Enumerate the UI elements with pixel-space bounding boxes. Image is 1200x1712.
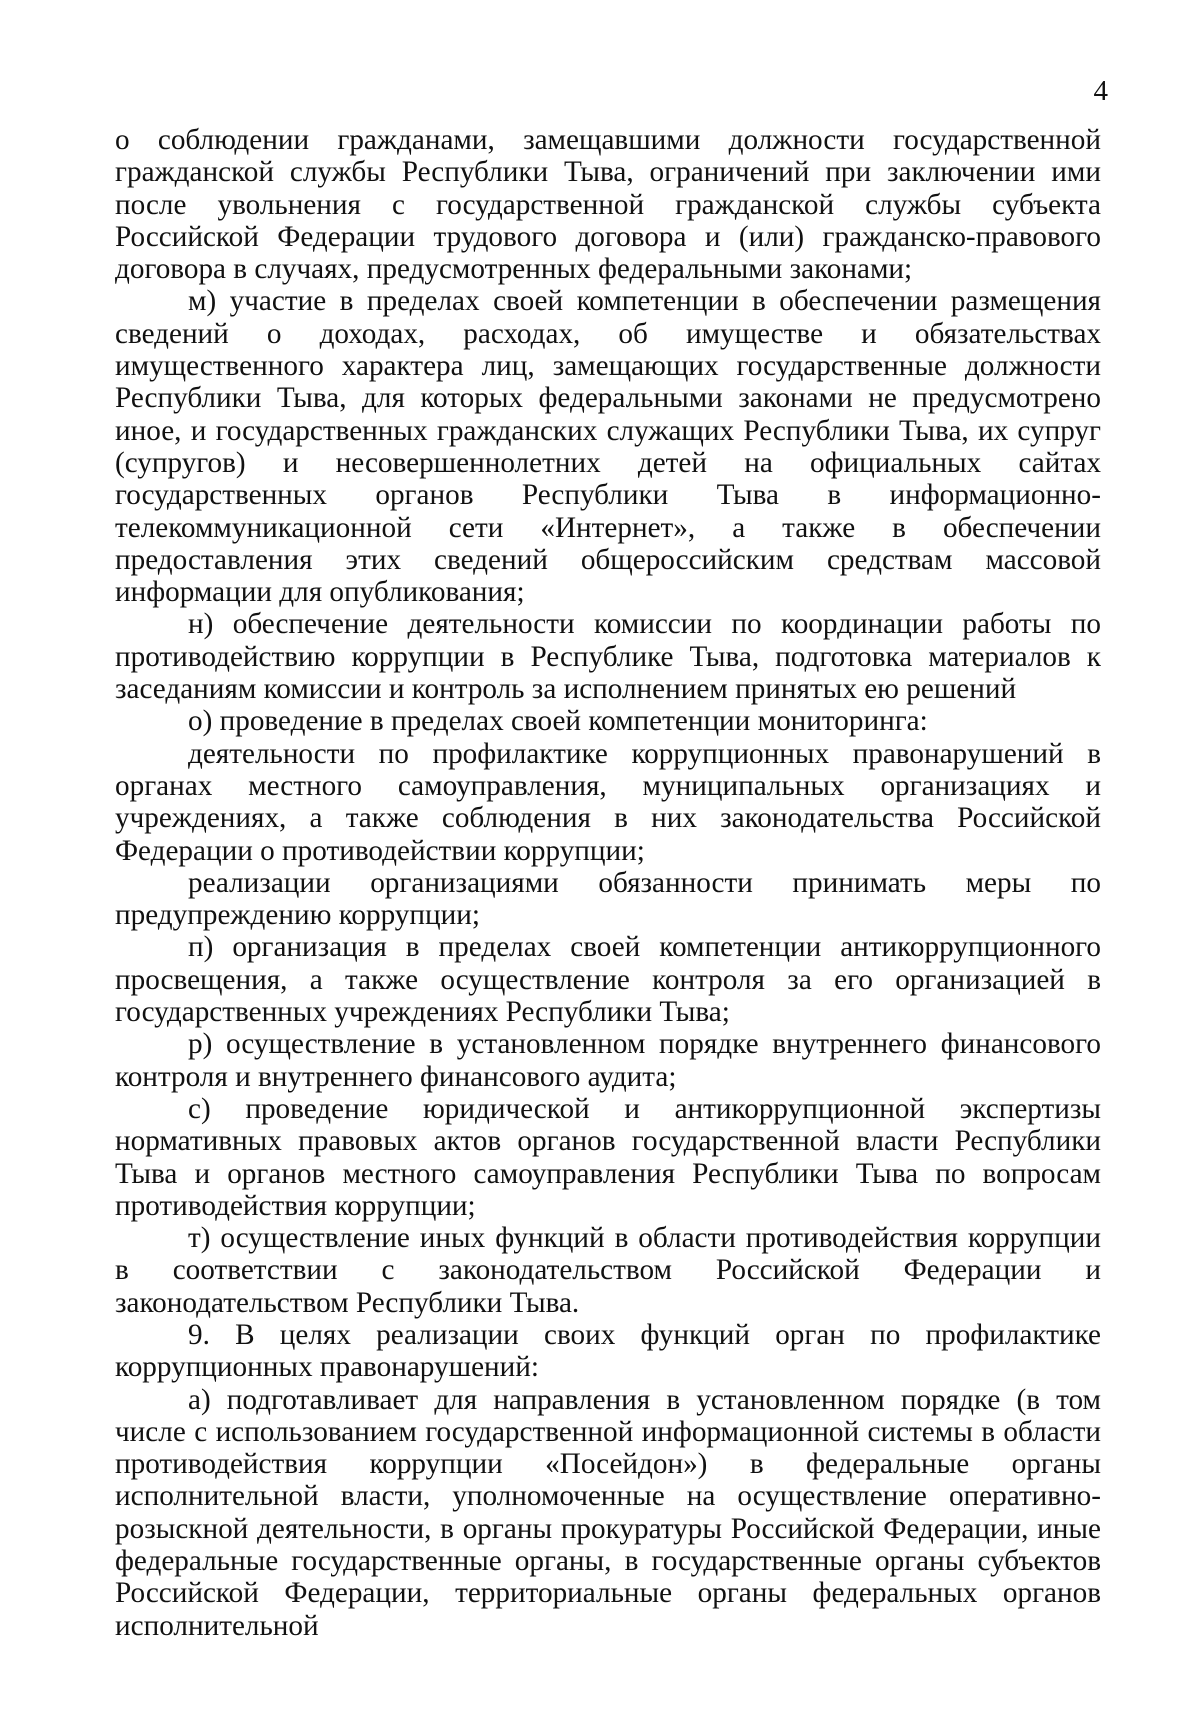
document-body xyxy=(115,124,1101,1642)
paragraph-section-9: 9. В целях реализации своих функций орган по профилактике коррупционных правонарушений: xyxy=(115,1318,1101,1384)
paragraph-item-s: с) проведение юридической и антикоррупционной экспертизы нормативных правовых актов органов государственной власти Республики Тыва и органов местного самоуправления Республики Тыва по вопросам противодействия коррупции; xyxy=(115,1092,1101,1222)
paragraph-item-a: а) подготавливает для направления в установленном порядке (в том числе с использованием государственной информационной системы в области противодействия коррупции «Посейдон») в федеральные органы исполнительной власти, уполномоченные на осуществление оперативно-розыскной деятельности, в органы прокуратуры Российской Федерации, иные федеральные государственные органы, в государственные органы субъектов Российской Федерации, территориальные органы федеральных органов исполнительной xyxy=(115,1383,1101,1642)
paragraph-item-m: м) участие в пределах своей компетенции в обеспечении размещения сведений о доходах, расходах, об имуществе и обязательствах имущественного характера лиц, замещающих государственные должности Республики Тыва, для которых федеральными законами не предусмотрено иное, и государственных гражданских служащих Республики Тыва, их супруг (супругов) и несовершеннолетних детей на официальных сайтах государственных органов Республики Тыва в информационно-телекоммуникационной сети «Интернет», а также в обеспечении предоставления этих сведений общероссийским средствам массовой информации для опубликования; xyxy=(115,285,1101,609)
page-number: 4 xyxy=(1093,75,1108,107)
paragraph-item-o: о) проведение в пределах своей компетенции мониторинга: xyxy=(188,705,928,738)
paragraph-item-o-sub-1: деятельности по профилактике коррупционных правонарушений в органах местного самоуправления, муниципальных организациях и учреждениях, а также соблюдения в них законодательства Российской Федерации о противодействии коррупции; xyxy=(115,737,1101,867)
paragraph-item-n: н) обеспечение деятельности комиссии по координации работы по противодействию коррупции в Республике Тыва, подготовка материалов к заседаниям комиссии и контроль за исполнением принятых ею решений xyxy=(115,608,1101,706)
paragraph-continuation: о соблюдении гражданами, замещавшими должности государственной гражданской службы Республики Тыва, ограничений при заключении ими после увольнения с государственной гражданской службы субъекта Российской Федерации трудового договора и (или) гражданско-правового договора в случаях, предусмотренных федеральными законами; xyxy=(115,124,1101,286)
paragraph-item-t: т) осуществление иных функций в области противодействия коррупции в соответствии с законодательством Российской Федерации и законодательством Республики Тыва. xyxy=(115,1222,1101,1319)
paragraph-item-r: р) осуществление в установленном порядке внутреннего финансового контроля и внутреннего финансового аудита; xyxy=(115,1028,1101,1093)
paragraph-item-p: п) организация в пределах своей компетенции антикоррупционного просвещения, а также осуществление контроля за его организацией в государственных учреждениях Республики Тыва; xyxy=(115,931,1101,1029)
paragraph-item-o-sub-2: реализации организациями обязанности принимать меры по предупреждению коррупции; xyxy=(115,866,1101,932)
